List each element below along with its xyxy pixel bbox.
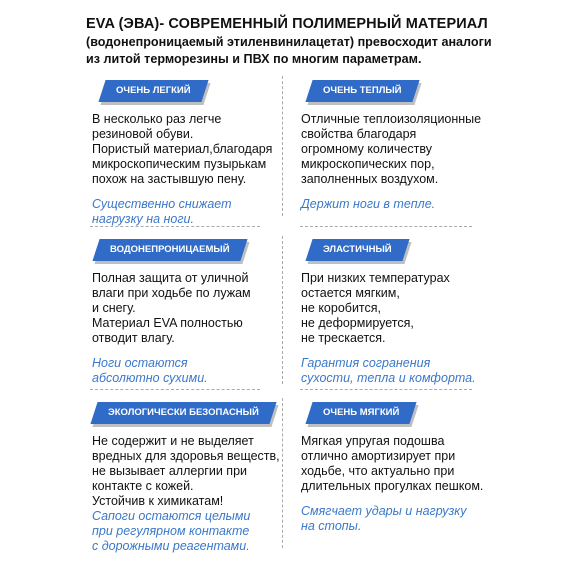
feature-badge-label: ОЧЕНЬ ЛЕГКИЙ — [116, 85, 191, 96]
feature-badge — [305, 80, 419, 102]
feature-badge-label: ВОДОНЕПРОНИЦАЕМЫЙ — [110, 244, 230, 255]
feature-card-waterproof — [92, 239, 282, 386]
feature-card-warm — [301, 80, 491, 212]
feature-card-light — [92, 80, 282, 227]
feature-card-soft — [301, 402, 491, 534]
feature-badge-label: ЭЛАСТИЧНЫЙ — [323, 244, 392, 255]
feature-card-elastic — [301, 239, 491, 386]
feature-description: В несколько раз легче резиновой обуви. Пористый материал,благодаря микроскопическим пузырькам похож на застывшую пену. — [92, 112, 273, 186]
column-divider-3 — [282, 398, 283, 548]
feature-benefit: Смягчает удары и нагрузку на стопы. — [301, 504, 467, 533]
row-divider-2-right — [300, 389, 472, 390]
feature-badge — [90, 402, 276, 424]
page-header — [86, 14, 526, 68]
feature-badge — [98, 80, 208, 102]
feature-badge — [92, 239, 247, 261]
feature-description: При низких температурах остается мягким, не коробится, не деформируется, не трескается. — [301, 271, 450, 345]
page-subtitle-line-2: из литой терморезины и ПВХ по многим параметрам. — [86, 52, 422, 66]
feature-benefit: Держит ноги в тепле. — [301, 197, 436, 211]
feature-description: Отличные теплоизоляционные свойства благодаря огромному количеству микроскопических пор, заполненных воздухом. — [301, 112, 482, 186]
feature-description: Мягкая упругая подошва отлично амортизирует при ходьбе, что актуально при длительных прогулках пешком. — [301, 434, 484, 493]
feature-badge-label: ЭКОЛОГИЧЕСКИ БЕЗОПАСНЫЙ — [108, 407, 259, 418]
page-title: EVA (ЭВА)- СОВРЕМЕННЫЙ ПОЛИМЕРНЫЙ МАТЕРИАЛ — [86, 16, 488, 32]
feature-card-eco-safe — [92, 402, 282, 554]
column-divider-2 — [282, 236, 283, 384]
row-divider-2-left — [90, 389, 260, 390]
feature-description: Не содержит и не выделяет вредных для здоровья веществ, не вызывает аллергии при контакте с кожей. Устойчив к химикатам! — [92, 434, 280, 508]
feature-benefit: Гарантия согранения сухости, тепла и комфорта. — [301, 356, 476, 385]
row-divider-1-right — [300, 226, 472, 227]
feature-badge-label: ОЧЕНЬ ТЕПЛЫЙ — [323, 85, 402, 96]
feature-badge-label: ОЧЕНЬ МЯГКИЙ — [323, 407, 400, 418]
feature-badge — [305, 402, 416, 424]
feature-benefit: Сапоги остаются целыми при регулярном контакте с дорожными реагентами. — [92, 509, 251, 553]
feature-benefit: Существенно снижает нагрузку на ноги. — [92, 197, 232, 226]
page-subtitle-line-1: (водонепроницаемый этиленвинилацетат) превосходит аналоги — [86, 35, 492, 49]
feature-benefit: Ноги остаются абсолютно сухими. — [92, 356, 208, 385]
feature-description: Полная защита от уличной влаги при ходьбе по лужам и снегу. Материал EVA полностью отводит влагу. — [92, 271, 251, 345]
feature-badge — [305, 239, 409, 261]
column-divider-1 — [282, 76, 283, 216]
